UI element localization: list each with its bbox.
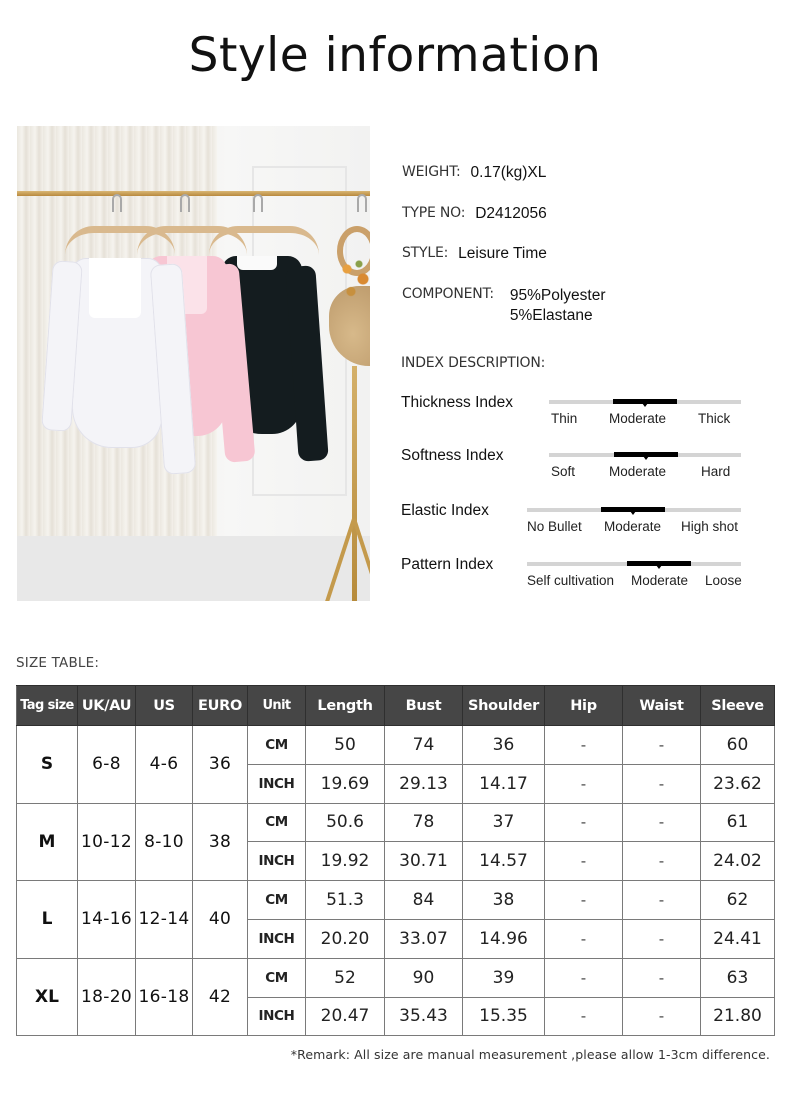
- size-remark: *Remark: All size are manual measurement ,please allow 1-3cm difference.: [290, 1047, 770, 1062]
- euro-cell: 36: [193, 726, 248, 804]
- uk-au-cell: 6-8: [78, 726, 136, 804]
- size-table-header: [17, 686, 775, 726]
- us-cell: 16-18: [136, 958, 193, 1036]
- bust-cell: 30.71: [385, 842, 463, 881]
- component-value: 5%Elastane: [509, 307, 593, 324]
- waist-cell: -: [623, 919, 701, 958]
- index-option-selected: Moderate: [604, 519, 662, 534]
- sleeve-cell: 24.02: [701, 842, 775, 881]
- shoulder-cell: 38: [463, 881, 545, 920]
- sleeve-cell: 21.80: [701, 997, 775, 1036]
- uk-au-cell: 14-16: [78, 881, 136, 959]
- size-table: [16, 685, 775, 1036]
- length-cell: 19.69: [306, 764, 385, 803]
- style-row: [402, 245, 547, 263]
- softness-index: [401, 447, 751, 491]
- col-sleeve: Sleeve: [701, 686, 775, 726]
- unit-cell: CM: [248, 958, 306, 997]
- index-option: No Bullet: [527, 519, 582, 534]
- euro-cell: 42: [193, 958, 248, 1036]
- col-tag-size: Tag size: [17, 686, 78, 726]
- product-photo: [17, 126, 370, 601]
- index-option-selected: Moderate: [609, 411, 667, 426]
- hip-cell: -: [545, 881, 623, 920]
- unit-cell: CM: [248, 881, 306, 920]
- thickness-index: [401, 394, 751, 438]
- shoulder-cell: 14.96: [463, 919, 545, 958]
- euro-cell: 40: [193, 881, 248, 959]
- index-label: Softness Index: [401, 447, 504, 464]
- bust-cell: 35.43: [385, 997, 463, 1036]
- index-option: Thin: [551, 411, 578, 426]
- shoulder-cell: 14.57: [463, 842, 545, 881]
- col-uk-au: UK/AU: [78, 686, 136, 726]
- hip-cell: -: [545, 919, 623, 958]
- index-option-selected: Moderate: [609, 464, 667, 479]
- shoulder-cell: 14.17: [463, 764, 545, 803]
- component-values: [510, 286, 606, 326]
- index-option: High shot: [681, 519, 739, 534]
- hanger-hook-icon: [180, 194, 190, 212]
- hip-cell: -: [545, 764, 623, 803]
- waist-cell: -: [623, 997, 701, 1036]
- index-option: Thick: [698, 411, 731, 426]
- component-row: [402, 286, 606, 326]
- rail-stand: [352, 366, 357, 601]
- index-option: Loose: [705, 573, 742, 588]
- page-title: Style information: [188, 28, 602, 83]
- hip-cell: -: [545, 803, 623, 842]
- us-cell: 8-10: [136, 803, 193, 881]
- col-us: US: [136, 686, 193, 726]
- us-cell: 12-14: [136, 881, 193, 959]
- style-label: STYLE:: [402, 245, 449, 261]
- table-row-l-cm: [17, 881, 775, 920]
- unit-cell: INCH: [248, 919, 306, 958]
- index-marker-icon: [627, 561, 691, 566]
- col-length: Length: [306, 686, 385, 726]
- type-label: TYPE NO:: [402, 205, 466, 221]
- index-option: Self cultivation: [527, 573, 615, 588]
- hanger-hook-icon: [112, 194, 122, 212]
- size-table-heading: SIZE TABLE:: [16, 655, 100, 671]
- index-label: Elastic Index: [401, 502, 489, 519]
- length-cell: 50: [306, 726, 385, 765]
- weight-row: [402, 164, 546, 182]
- length-cell: 52: [306, 958, 385, 997]
- hip-cell: -: [545, 726, 623, 765]
- type-value: D2412056: [475, 205, 547, 222]
- index-label: Pattern Index: [401, 556, 494, 573]
- component-label: COMPONENT:: [402, 286, 494, 302]
- bust-cell: 90: [385, 958, 463, 997]
- table-row-xl-cm: [17, 958, 775, 997]
- uk-au-cell: 18-20: [78, 958, 136, 1036]
- sleeve-cell: 23.62: [701, 764, 775, 803]
- bust-cell: 29.13: [385, 764, 463, 803]
- bust-cell: 74: [385, 726, 463, 765]
- col-bust: Bust: [385, 686, 463, 726]
- component-value: 95%Polyester: [509, 287, 606, 304]
- waist-cell: -: [623, 881, 701, 920]
- length-cell: 20.20: [306, 919, 385, 958]
- wooden-hanger: [65, 212, 175, 252]
- index-marker-icon: [613, 399, 677, 404]
- clothing-rail: [17, 191, 370, 196]
- weight-label: WEIGHT:: [402, 164, 461, 180]
- shoulder-cell: 15.35: [463, 997, 545, 1036]
- waist-cell: -: [623, 764, 701, 803]
- unit-cell: INCH: [248, 842, 306, 881]
- hip-cell: -: [545, 842, 623, 881]
- unit-cell: CM: [248, 726, 306, 765]
- sleeve-cell: 60: [701, 726, 775, 765]
- style-value: Leisure Time: [458, 245, 547, 262]
- hanger-hook-icon: [357, 194, 367, 212]
- index-label: Thickness Index: [401, 394, 513, 411]
- col-euro: EURO: [193, 686, 248, 726]
- tag-size-cell: L: [17, 881, 78, 959]
- waist-cell: -: [623, 726, 701, 765]
- col-shoulder: Shoulder: [463, 686, 545, 726]
- euro-cell: 38: [193, 803, 248, 881]
- length-cell: 19.92: [306, 842, 385, 881]
- elastic-index: [401, 502, 751, 546]
- col-hip: Hip: [545, 686, 623, 726]
- waist-cell: -: [623, 803, 701, 842]
- unit-cell: CM: [248, 803, 306, 842]
- bust-cell: 33.07: [385, 919, 463, 958]
- bust-cell: 78: [385, 803, 463, 842]
- sleeve-cell: 63: [701, 958, 775, 997]
- hip-cell: -: [545, 997, 623, 1036]
- us-cell: 4-6: [136, 726, 193, 804]
- uk-au-cell: 10-12: [78, 803, 136, 881]
- hip-cell: -: [545, 958, 623, 997]
- waist-cell: -: [623, 958, 701, 997]
- tag-size-cell: XL: [17, 958, 78, 1036]
- unit-cell: INCH: [248, 997, 306, 1036]
- shoulder-cell: 36: [463, 726, 545, 765]
- waist-cell: -: [623, 842, 701, 881]
- weight-value: 0.17(kg)XL: [470, 164, 547, 181]
- index-option: Hard: [701, 464, 731, 479]
- tag-size-cell: M: [17, 803, 78, 881]
- tag-size-cell: S: [17, 726, 78, 804]
- pattern-index: [401, 556, 751, 600]
- length-cell: 50.6: [306, 803, 385, 842]
- index-option-selected: Moderate: [631, 573, 689, 588]
- index-option: Soft: [551, 464, 576, 479]
- col-waist: Waist: [623, 686, 701, 726]
- hanger-hook-icon: [253, 194, 263, 212]
- length-cell: 51.3: [306, 881, 385, 920]
- floor: [17, 536, 370, 601]
- shoulder-cell: 39: [463, 958, 545, 997]
- bust-cell: 84: [385, 881, 463, 920]
- sleeve-cell: 24.41: [701, 919, 775, 958]
- length-cell: 20.47: [306, 997, 385, 1036]
- table-row-m-cm: [17, 803, 775, 842]
- sleeve-cell: 62: [701, 881, 775, 920]
- sleeve-cell: 61: [701, 803, 775, 842]
- shoulder-cell: 37: [463, 803, 545, 842]
- index-marker-icon: [614, 452, 678, 457]
- type-row: [402, 205, 547, 223]
- index-marker-icon: [601, 507, 665, 512]
- index-description-label: INDEX DESCRIPTION:: [401, 355, 546, 371]
- table-row-s-cm: [17, 726, 775, 765]
- unit-cell: INCH: [248, 764, 306, 803]
- dried-flowers: [335, 254, 370, 304]
- col-unit: Unit: [248, 686, 306, 726]
